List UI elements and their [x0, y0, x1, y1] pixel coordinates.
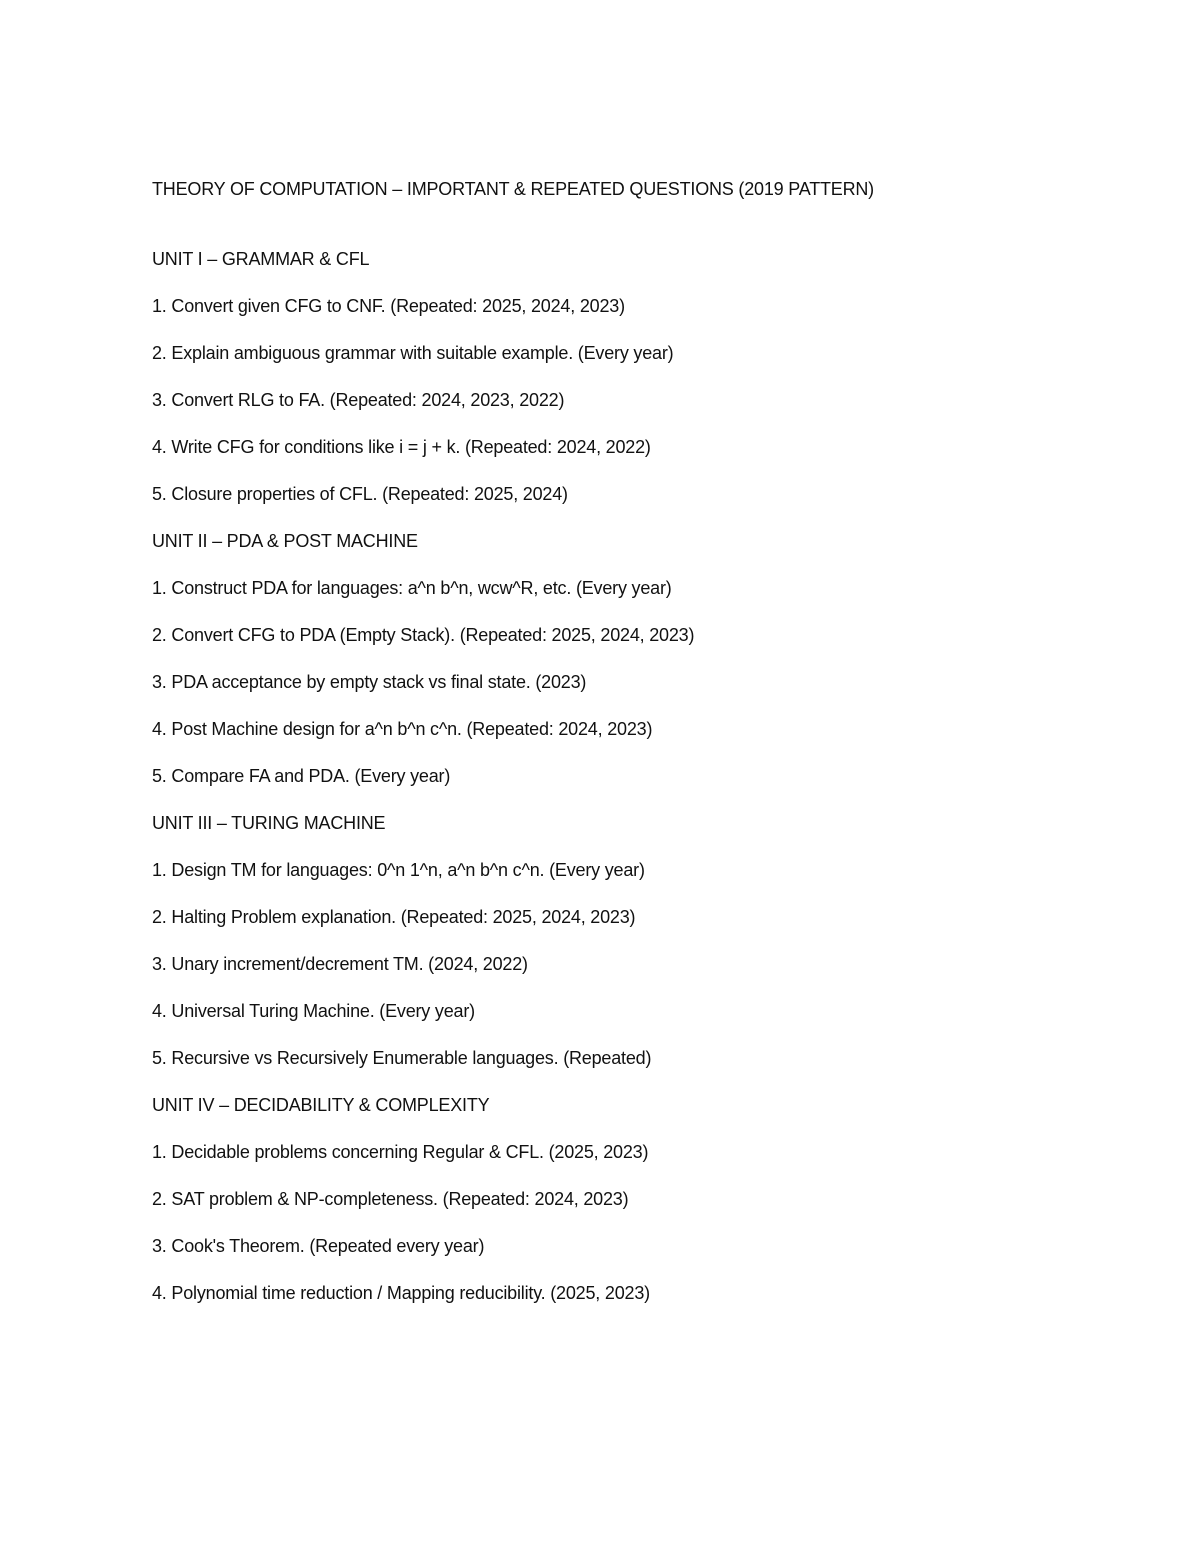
- question-item: 4. Universal Turing Machine. (Every year): [152, 1001, 475, 1021]
- question-item: 1. Decidable problems concerning Regular & CFL. (2025, 2023): [152, 1142, 649, 1162]
- unit-heading: UNIT IV – DECIDABILITY & COMPLEXITY: [152, 1095, 490, 1115]
- question-item: 2. SAT problem & NP-completeness. (Repeated: 2024, 2023): [152, 1189, 629, 1209]
- question-item: 5. Closure properties of CFL. (Repeated: 2025, 2024): [152, 484, 568, 504]
- unit-heading: UNIT II – PDA & POST MACHINE: [152, 531, 418, 551]
- question-item: 3. Unary increment/decrement TM. (2024, 2022): [152, 954, 528, 974]
- question-item: 4. Write CFG for conditions like i = j + k. (Repeated: 2024, 2022): [152, 437, 651, 457]
- question-item: 2. Convert CFG to PDA (Empty Stack). (Repeated: 2025, 2024, 2023): [152, 625, 695, 645]
- question-item: 5. Compare FA and PDA. (Every year): [152, 766, 451, 786]
- question-item: 3. PDA acceptance by empty stack vs final state. (2023): [152, 672, 587, 692]
- unit-section-1: [152, 247, 1112, 506]
- unit-section-2: [152, 529, 1112, 788]
- question-item: 2. Halting Problem explanation. (Repeated: 2025, 2024, 2023): [152, 907, 636, 927]
- document-title: THEORY OF COMPUTATION – IMPORTANT & REPEATED QUESTIONS (2019 PATTERN): [152, 179, 874, 199]
- question-item: 2. Explain ambiguous grammar with suitable example. (Every year): [152, 343, 674, 363]
- question-item: 4. Polynomial time reduction / Mapping reducibility. (2025, 2023): [152, 1283, 650, 1303]
- question-item: 5. Recursive vs Recursively Enumerable languages. (Repeated): [152, 1048, 652, 1068]
- unit-heading: UNIT I – GRAMMAR & CFL: [152, 249, 370, 269]
- question-item: 1. Design TM for languages: 0^n 1^n, a^n b^n c^n. (Every year): [152, 860, 645, 880]
- question-item: 1. Convert given CFG to CNF. (Repeated: 2025, 2024, 2023): [152, 296, 625, 316]
- question-item: 1. Construct PDA for languages: a^n b^n, wcw^R, etc. (Every year): [152, 578, 672, 598]
- question-item: 4. Post Machine design for a^n b^n c^n. (Repeated: 2024, 2023): [152, 719, 653, 739]
- question-item: 3. Convert RLG to FA. (Repeated: 2024, 2023, 2022): [152, 390, 565, 410]
- document-content: [152, 177, 1112, 1328]
- question-item: 3. Cook's Theorem. (Repeated every year): [152, 1236, 485, 1256]
- unit-section-4: [152, 1093, 1112, 1305]
- unit-heading: UNIT III – TURING MACHINE: [152, 813, 386, 833]
- unit-section-3: [152, 811, 1112, 1070]
